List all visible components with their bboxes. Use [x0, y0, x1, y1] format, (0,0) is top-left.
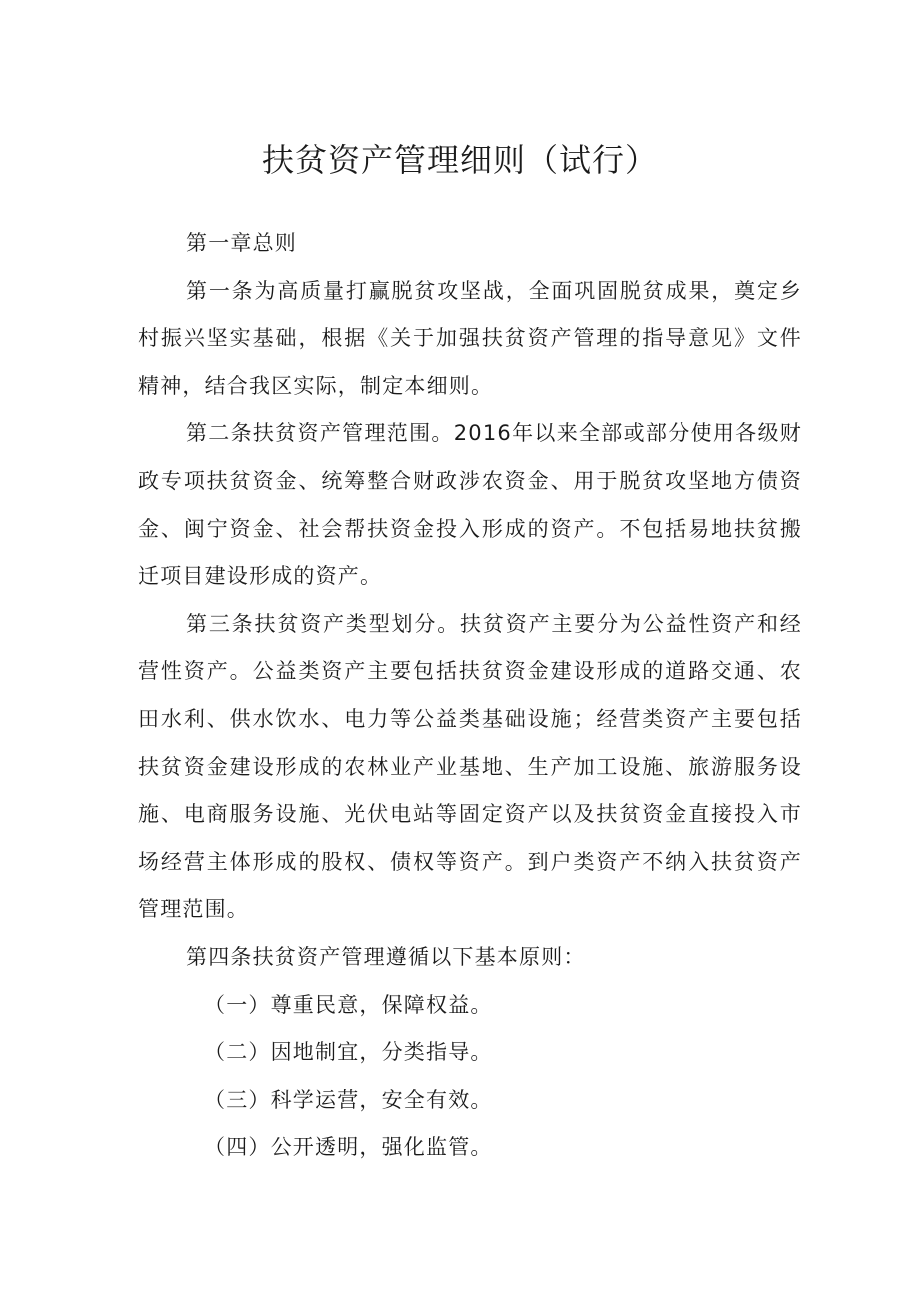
article-4: 第四条扶贫资产管理遵循以下基本原则： — [186, 944, 586, 969]
principle-2: （二）因地制宜，分类指导。 — [204, 1040, 493, 1065]
principle-4: （四）公开透明，强化监管。 — [204, 1135, 493, 1160]
article-1: 第一条为高质量打赢脱贫攻坚战，全面巩固脱贫成果，奠定乡村振兴坚实基础，根据《关于加强扶贫资产管理的指导意见》文件精神，结合我区实际，制定本细则。 — [138, 278, 802, 398]
article-2: 第二条扶贫资产管理范围。2016年以来全部或部分使用各级财政专项扶贫资金、统筹整合财政涉农资金、用于脱贫攻坚地方债资金、闽宁资金、社会帮扶资金投入形成的资产。不包括易地扶贫搬迁项目建设形成的资产。 — [138, 421, 802, 589]
document-title: 扶贫资产管理细则（试行） — [261, 141, 658, 179]
chapter-heading: 第一章总则 — [186, 231, 297, 255]
article-3: 第三条扶贫资产类型划分。扶贫资产主要分为公益性资产和经营性资产。公益类资产主要包括扶贫资金建设形成的道路交通、农田水利、供水饮水、电力等公益类基础设施；经营类资产主要包括扶贫资金建设形成的农林业产业基地、生产加工设施、旅游服务设施、电商服务设施、光伏电站等固定资产以及扶贫资金直接投入市场经营主体形成的股权、债权等资产。到户类资产不纳入扶贫资产管理范围。 — [138, 611, 802, 922]
principle-1: （一）尊重民意，保障权益。 — [204, 992, 493, 1017]
principle-3: （三）科学运营，安全有效。 — [204, 1087, 493, 1112]
document-body — [138, 220, 802, 1172]
